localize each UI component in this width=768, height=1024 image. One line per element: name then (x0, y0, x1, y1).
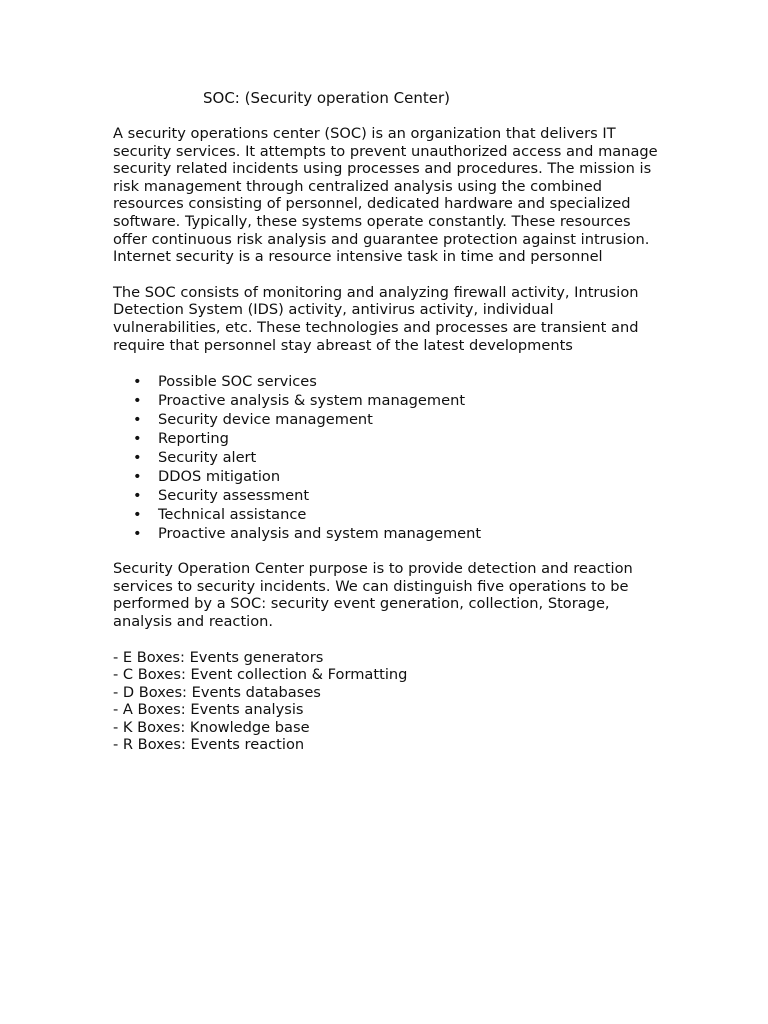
bullet-icon: • (133, 525, 142, 543)
list-item (113, 410, 658, 429)
list-item-text: Security device management (158, 411, 373, 429)
list-item-text: Proactive analysis and system management (158, 525, 482, 543)
list-item: - D Boxes: Events databases (113, 683, 321, 701)
soc-services-list (113, 372, 658, 543)
bullet-icon: • (133, 373, 142, 391)
document-page (113, 89, 658, 754)
document-title: SOC: (Security operation Center) (203, 89, 450, 107)
intro-paragraph: A security operations center (SOC) is an organization that delivers IT security services. It attempts to prevent unauthorized access and manage security related incidents using processes and procedures. The mission is risk management through centralized analysis using the combined resources consisting of personnel, dedicated hardware and specialized software. Typically, these systems operate constantly. These resources offer continuous risk analysis and guarantee protection against intrusion. Internet security is a resource intensive task in time and personnel (113, 125, 658, 266)
list-item-text: Security assessment (158, 487, 310, 505)
list-item (113, 448, 658, 467)
list-item (113, 524, 658, 543)
list-item: - C Boxes: Event collection & Formatting (113, 666, 408, 684)
soc-purpose-paragraph: Security Operation Center purpose is to provide detection and reaction services to security incidents. We can distinguish five operations to be performed by a SOC: security event generation, collection, Storage, analysis and reaction. (113, 560, 633, 630)
bullet-icon: • (133, 449, 142, 467)
bullet-icon: • (133, 468, 142, 486)
bullet-icon: • (133, 487, 142, 505)
soc-components-paragraph: The SOC consists of monitoring and analyzing firewall activity, Intrusion Detection System (IDS) activity, antivirus activity, individual vulnerabilities, etc. These technologies and processes are transient and require that personnel stay abreast of the latest developments (113, 283, 639, 354)
soc-boxes-list (113, 649, 658, 755)
list-item: - K Boxes: Knowledge base (113, 718, 310, 736)
list-item-text: Technical assistance (158, 506, 307, 524)
list-item-text: Security alert (158, 449, 257, 467)
list-item: - R Boxes: Events reaction (113, 736, 305, 754)
bullet-icon: • (133, 411, 142, 429)
list-item: - A Boxes: Events analysis (113, 701, 304, 719)
bullet-icon: • (133, 430, 142, 448)
list-item-text: Reporting (158, 430, 229, 448)
list-item (113, 486, 658, 505)
list-item-text: Possible SOC services (158, 373, 317, 391)
list-item-text: Proactive analysis & system management (158, 392, 466, 410)
list-item (113, 429, 658, 448)
list-item: - E Boxes: Events generators (113, 648, 324, 666)
list-item (113, 505, 658, 524)
bullet-icon: • (133, 392, 142, 410)
list-item (113, 391, 658, 410)
bullet-icon: • (133, 506, 142, 524)
list-item (113, 467, 658, 486)
list-item-text: DDOS mitigation (158, 468, 281, 486)
list-item (113, 372, 658, 391)
